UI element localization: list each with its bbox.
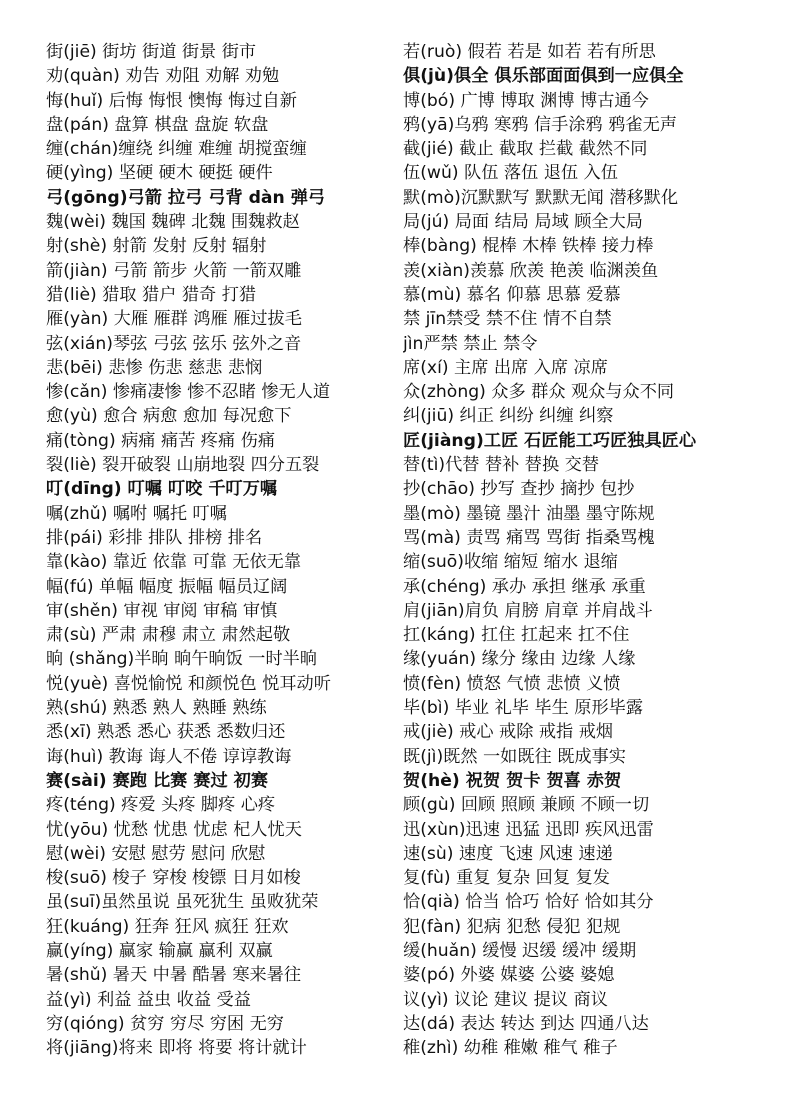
vocab-line: 雁(yàn) 大雁 雁群 鸿雁 雁过拔毛 <box>46 309 302 330</box>
vocab-line: 扛(káng) 扛住 扛起来 扛不住 <box>403 625 630 646</box>
vocab-line: 缠(chán)缠绕 纠缠 难缠 胡搅蛮缠 <box>46 139 307 160</box>
vocab-line: 悲(bēi) 悲惨 伤悲 慈悲 悲悯 <box>46 357 263 378</box>
vocab-line: 戒(jiè) 戒心 戒除 戒指 戒烟 <box>403 722 614 743</box>
vocab-line: 禁 jīn禁受 禁不住 情不自禁 <box>403 309 612 330</box>
vocab-line: 席(xí) 主席 出席 入席 凉席 <box>403 357 608 378</box>
vocab-line: 愈(yù) 愈合 病愈 愈加 每况愈下 <box>46 406 292 427</box>
vocab-line: 赛(sài) 赛跑 比赛 赛过 初赛 <box>46 770 269 791</box>
vocab-line: 裂(liè) 裂开破裂 山崩地裂 四分五裂 <box>46 455 320 476</box>
vocab-line: 贺(hè) 祝贺 贺卡 贺喜 赤贺 <box>403 770 622 791</box>
vocab-line: 狂(kuáng) 狂奔 狂风 疯狂 狂欢 <box>46 916 289 937</box>
vocab-line: 棒(bàng) 棍棒 木棒 铁棒 接力棒 <box>403 236 654 257</box>
vocab-line: 截(jié) 截止 截取 拦截 截然不同 <box>403 139 648 160</box>
vocab-line: 毕(bì) 毕业 礼毕 毕生 原形毕露 <box>403 698 644 719</box>
vocab-line: 靠(kào) 靠近 依靠 可靠 无依无靠 <box>46 552 302 573</box>
vocab-line: 鸦(yā)乌鸦 寒鸦 信手涂鸦 鸦雀无声 <box>403 114 677 135</box>
vocab-line: 俱(jù)俱全 俱乐部面面俱到一应俱全 <box>403 66 684 87</box>
vocab-line: 迅(xùn)迅速 迅猛 迅即 疾风迅雷 <box>403 819 654 840</box>
vocab-line: 排(pái) 彩排 排队 排榜 排名 <box>46 527 263 548</box>
vocab-line: 骂(mà) 责骂 痛骂 骂街 指桑骂槐 <box>403 527 655 548</box>
right-column <box>403 40 755 1060</box>
vocab-line: 议(yì) 议论 建议 提议 商议 <box>403 989 608 1010</box>
vocab-line: 穷(qióng) 贫穷 穷尽 穷困 无穷 <box>46 1013 284 1034</box>
vocab-line: 伍(wǔ) 队伍 落伍 退伍 入伍 <box>403 163 618 184</box>
vocab-line: 众(zhòng) 众多 群众 观众与众不同 <box>403 382 675 403</box>
vocab-line: 劝(quàn) 劝告 劝阻 劝解 劝勉 <box>46 66 280 87</box>
vocab-line: 纠(jiū) 纠正 纠纷 纠缠 纠察 <box>403 406 614 427</box>
vocab-line: 诲(huì) 教诲 诲人不倦 谆谆教诲 <box>46 746 292 767</box>
vocab-line: 默(mò)沉默默写 默默无闻 潜移默化 <box>403 187 679 208</box>
vocab-line: 悔(huǐ) 后悔 悔恨 懊悔 悔过自新 <box>46 90 297 111</box>
vocab-line: 缩(suō)收缩 缩短 缩水 退缩 <box>403 552 618 573</box>
vocab-line: 赢(yíng) 赢家 输赢 赢利 双赢 <box>46 940 273 961</box>
vocab-line: 惨(cǎn) 惨痛凄惨 惨不忍睹 惨无人道 <box>46 382 331 403</box>
vocab-line: 疼(téng) 疼爱 头疼 脚疼 心疼 <box>46 795 276 816</box>
vocab-line: 熟(shú) 熟悉 熟人 熟睡 熟练 <box>46 698 267 719</box>
vocab-line: 悦(yuè) 喜悦愉悦 和颜悦色 悦耳动听 <box>46 673 331 694</box>
vocab-line: 幅(fú) 单幅 幅度 振幅 幅员辽阔 <box>46 576 288 597</box>
vocab-line: 缓(huǎn) 缓慢 迟缓 缓冲 缓期 <box>403 940 637 961</box>
vocab-line: 盘(pán) 盘算 棋盘 盘旋 软盘 <box>46 114 269 135</box>
vocab-line: 硬(yìng) 坚硬 硬木 硬挺 硬件 <box>46 163 273 184</box>
vocab-line: 复(fù) 重复 复杂 回复 复发 <box>403 868 610 889</box>
vocab-line: 达(dá) 表达 转达 到达 四通八达 <box>403 1013 649 1034</box>
vocab-line: 悉(xī) 熟悉 悉心 获悉 悉数归还 <box>46 722 286 743</box>
vocab-line: 猎(liè) 猎取 猎户 猎奇 打猎 <box>46 284 257 305</box>
vocab-line: 魏(wèi) 魏国 魏碑 北魏 围魏救赵 <box>46 212 300 233</box>
vocab-line: 痛(tòng) 病痛 痛苦 疼痛 伤痛 <box>46 430 276 451</box>
vocab-line: 肩(jiān)肩负 肩膀 肩章 并肩战斗 <box>403 600 653 621</box>
vocab-line: 缘(yuán) 缘分 缘由 边缘 人缘 <box>403 649 636 670</box>
vocab-line: 慕(mù) 慕名 仰慕 思慕 爱慕 <box>403 284 621 305</box>
vocab-line: 若(ruò) 假若 若是 如若 若有所思 <box>403 42 656 62</box>
vocab-line: 忧(yōu) 忧愁 忧患 忧虑 杞人忧天 <box>46 819 302 840</box>
vocab-line: 既(jì)既然 一如既往 既成事实 <box>403 746 626 767</box>
vocab-line: 顾(gù) 回顾 照顾 兼顾 不顾一切 <box>403 795 650 816</box>
vocab-line: 博(bó) 广博 博取 渊博 博古通今 <box>403 90 649 111</box>
vocab-line: 局(jú) 局面 结局 局域 顾全大局 <box>403 212 643 233</box>
vocab-line: 婆(pó) 外婆 媒婆 公婆 婆媳 <box>403 965 615 986</box>
vocab-line: 抄(chāo) 抄写 查抄 摘抄 包抄 <box>403 479 635 500</box>
vocab-line: 嘱(zhǔ) 嘱咐 嘱托 叮嘱 <box>46 503 227 524</box>
vocab-line: 晌 (shǎng)半晌 晌午晌饭 一时半晌 <box>46 649 318 670</box>
vocab-line: 恰(qià) 恰当 恰巧 恰好 恰如其分 <box>403 892 654 913</box>
vocab-line: 梭(suō) 梭子 穿梭 梭镖 日月如梭 <box>46 868 301 889</box>
vocab-line: 弓(gōng)弓箭 拉弓 弓背 dàn 弹弓 <box>46 187 326 208</box>
vocab-line: 稚(zhì) 幼稚 稚嫩 稚气 稚子 <box>403 1038 618 1059</box>
vocab-line: 将(jiāng)将来 即将 将要 将计就计 <box>46 1038 307 1059</box>
vocab-line: 益(yì) 利益 益虫 收益 受益 <box>46 989 251 1010</box>
vocab-line: 替(tì)代替 替补 替换 交替 <box>403 455 600 476</box>
vocab-line: 承(chéng) 承办 承担 继承 承重 <box>403 576 646 597</box>
vocab-line: 速(sù) 速度 飞速 风速 速递 <box>403 843 613 864</box>
vocab-line: 虽(suī)虽然虽说 虽死犹生 虽败犹荣 <box>46 892 319 913</box>
vocab-line: 愤(fèn) 愤怒 气愤 悲愤 义愤 <box>403 673 621 694</box>
vocab-line: 叮(dīng) 叮嘱 叮咬 千叮万嘱 <box>46 479 278 500</box>
vocab-line: 审(shěn) 审视 审阅 审稿 审慎 <box>46 600 278 621</box>
vocab-line: 墨(mò) 墨镜 墨汁 油墨 墨守陈规 <box>403 503 655 524</box>
left-column <box>46 40 392 1060</box>
vocab-line: 射(shè) 射箭 发射 反射 辐射 <box>46 236 267 257</box>
vocab-line: 街(jiē) 街坊 街道 街景 街市 <box>46 42 257 62</box>
vocab-line: 匠(jiàng)工匠 石匠能工巧匠独具匠心 <box>403 430 697 451</box>
vocab-line: 弦(xián)琴弦 弓弦 弦乐 弦外之音 <box>46 333 302 354</box>
vocab-line: 犯(fàn) 犯病 犯愁 侵犯 犯规 <box>403 916 621 937</box>
vocab-line: 肃(sù) 严肃 肃穆 肃立 肃然起敬 <box>46 625 291 646</box>
vocab-line: 箭(jiàn) 弓箭 箭步 火箭 一箭双雕 <box>46 260 302 281</box>
vocab-line: jìn严禁 禁止 禁令 <box>403 333 538 354</box>
vocab-line: 羡(xiàn)羡慕 欣羡 艳羡 临渊羡鱼 <box>403 260 659 281</box>
vocab-line: 慰(wèi) 安慰 慰劳 慰问 欣慰 <box>46 843 266 864</box>
vocab-line: 暑(shǔ) 暑天 中暑 酷暑 寒来暑往 <box>46 965 302 986</box>
